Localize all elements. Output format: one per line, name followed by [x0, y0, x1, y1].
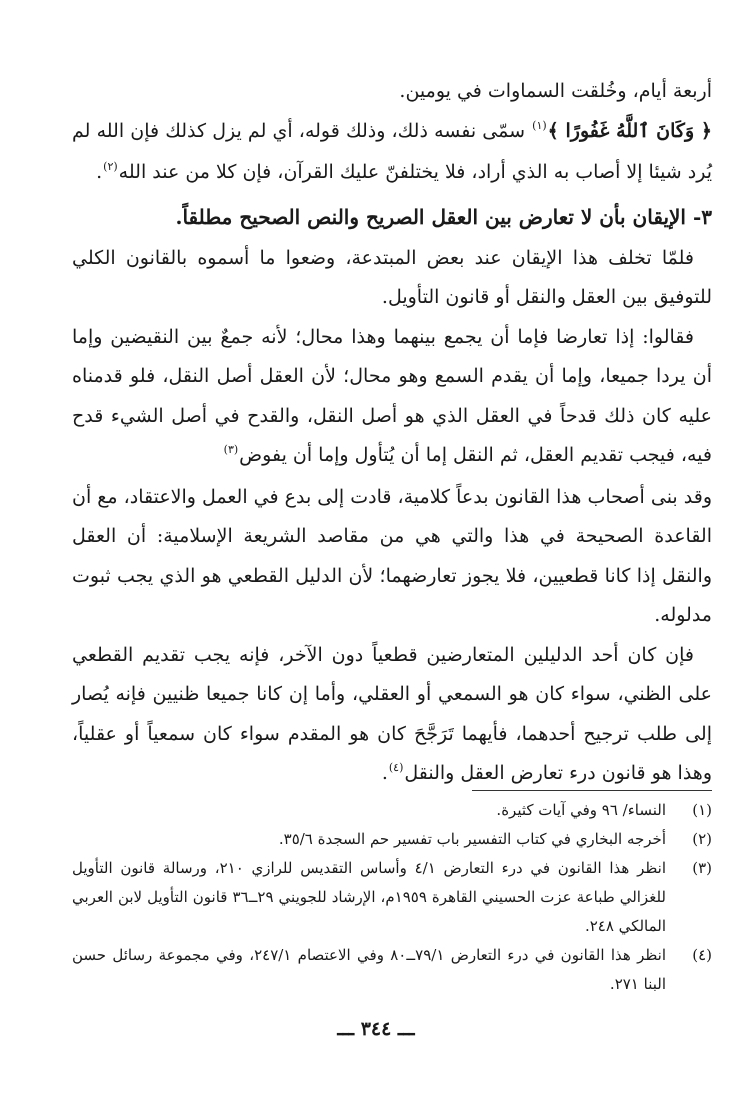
section-heading: ٣- الإيقان بأن لا تعارض بين العقل الصريح والنص الصحيح مطلقاً. [175, 204, 712, 229]
paragraph-intro: أربعة أيام، وخُلقت السماوات في يومين. [399, 80, 712, 102]
footnote-text: النساء/ ٩٦ وفي آيات كثيرة. [496, 801, 666, 819]
quran-verse: ﴿ وَكَانَ ٱللَّهُ غَفُورًا ﴾ [547, 119, 713, 142]
footnote-item [72, 796, 712, 825]
paragraph-body-2 [72, 318, 712, 478]
paragraph-body-4-tail: . [381, 762, 388, 784]
paragraph-body-1: فلمّا تخلف هذا الإيقان عند بعض المبتدعة، وضعوا ما أسموه بالقانون الكلي للتوفيق بين العقل والنقل أو قانون التأويل. [72, 246, 712, 308]
paragraph-body-2-text: فقالوا: إذا تعارضا فإما أن يجمع بينهما وهذا محال؛ لأنه جمعٌ بين النقيضين وإما أن يردا جميعا، وإما أن يقدم السمع وهو محال؛ لأن العقل أصل النقل، فلو قدمناه عليه كان ذلك قدحاً في العقل الذي هو أصل النقل، والقدح في أصل الشيء قدح فيه، فيجب تقديم العقل، ثم النقل إما أن يُتأول وإما أن يفوض [72, 325, 712, 466]
paragraph-body-3: وقد بنى أصحاب هذا القانون بدعاً كلامية، قادت إلى بدع في العمل والاعتقاد، مع أن القاعدة الصحيحة في هذا والتي هي من مقاصد الشريعة الإسلامية: أن العقل والنقل إذا كانا قطعيين، فلا يجوز تعارضهما؛ لأن الدليل القطعي هو الذي يجب ثبوت مدلوله. [72, 485, 713, 626]
paragraph-body-4 [72, 636, 712, 796]
footnote-ref-1: (١) [532, 118, 547, 132]
footnote-item [72, 941, 712, 999]
paragraph-verse [72, 112, 712, 195]
footnote-ref-4: (٤) [388, 761, 404, 774]
footnote-item [72, 854, 712, 941]
main-text [72, 72, 712, 796]
footnote-number: (١) [692, 801, 712, 819]
footnote-ref-2: (٢) [103, 160, 118, 173]
footnote-item [72, 825, 712, 854]
paragraph-body-4-text: فإن كان أحد الدليلين المتعارضين قطعياً دون الآخر، فإنه يجب تقديم القطعي على الظني، سواء كان هو السمعي أو العقلي، وأما إن كانا جميعا ظنيين فإنه يُصار إلى طلب ترجيح أحدهما، فأيهما تَرَجَّحَ كان هو المقدم سواء كان سمعياً أو عقلياً، وهذا هو قانون درء تعارض العقل والنقل [72, 643, 712, 784]
footnote-text: أخرجه البخاري في كتاب التفسير باب تفسير حم السجدة ٣٥/٦. [278, 830, 666, 848]
footnote-text: انظر هذا القانون في درء التعارض ٧٩/١ــ٨٠ وفي الاعتصام ٢٤٧/١، وفي مجموعة رسائل حسن البنا ٢٧١. [72, 946, 666, 993]
footnote-number: (٣) [692, 859, 712, 877]
footnote-text: انظر هذا القانون في درء التعارض ٤/١ وأساس التقديس للرازي ٢١٠، ورسالة قانون التأويل للغزالي طباعة عزت الحسيني القاهرة ١٩٥٩م، الإرشاد للجويني ٢٩ــ٣٦ قانون التأويل لابن العربي المالكي ٢٤٨. [72, 859, 666, 935]
page-number: ـــ ٣٤٤ ـــ [337, 1018, 415, 1040]
footnote-ref-3: (٣) [223, 443, 239, 456]
paragraph-verse-text: سمّى نفسه ذلك، وذلك قوله، أي لم يزل كذلك فإن الله لم يُرد شيئا إلا أصاب به الذي أراد، فلا يختلفنّ عليك القرآن، فإن كلا من عند الله [72, 119, 712, 183]
footnote-separator [472, 790, 712, 791]
footnote-number: (٢) [692, 830, 712, 848]
footnotes [72, 796, 712, 999]
paragraph-verse-tail: . [96, 161, 103, 183]
footnote-number: (٤) [692, 946, 712, 964]
